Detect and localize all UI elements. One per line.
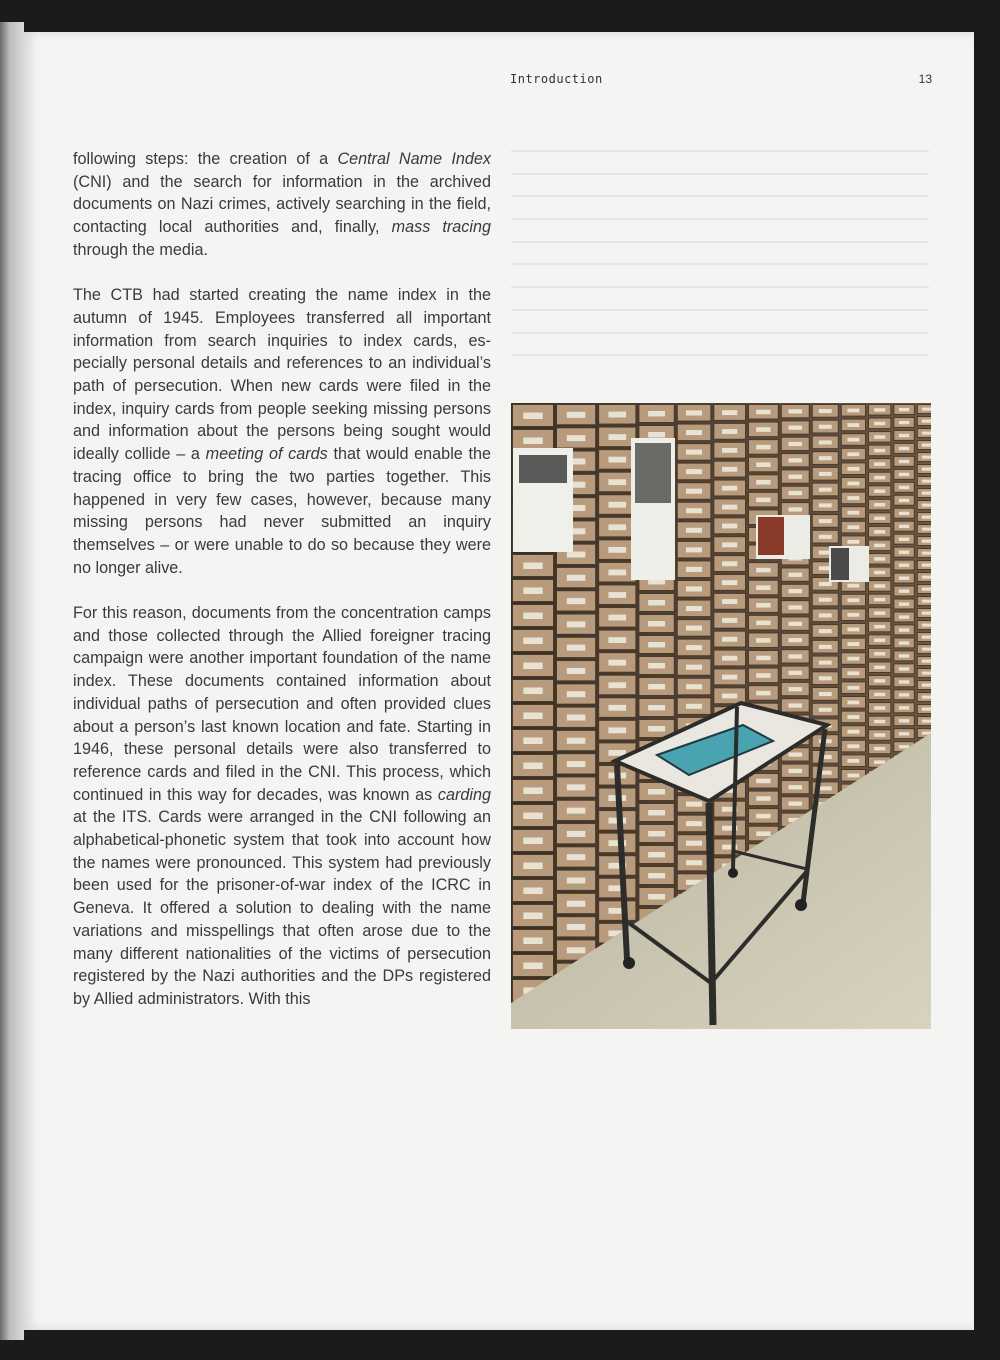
drawer-label	[788, 654, 802, 658]
drawer-label	[819, 425, 832, 429]
drawer-label	[567, 598, 586, 604]
drawer-label	[756, 638, 770, 643]
drawer-label	[686, 567, 702, 572]
drawer-label	[922, 528, 931, 531]
drawer-label	[788, 687, 802, 691]
drawer-label	[788, 605, 802, 609]
drawer-label	[567, 761, 586, 767]
drawer-label	[523, 588, 542, 595]
drawer-label	[608, 727, 626, 733]
drawer-label	[756, 673, 770, 678]
drawer-label	[523, 663, 542, 670]
drawer-label	[819, 456, 832, 460]
paragraph-2	[73, 284, 491, 579]
drawer-label	[788, 589, 802, 593]
drawer-label	[567, 621, 586, 627]
drawer-label	[788, 671, 802, 675]
drawer-label	[567, 552, 586, 558]
drawer-label	[756, 427, 770, 432]
drawer-label	[847, 628, 859, 632]
drawer-label	[874, 611, 885, 615]
drawer-label	[567, 435, 586, 441]
drawer-label	[648, 852, 665, 857]
drawer-label	[523, 963, 542, 970]
drawer-label	[922, 720, 931, 723]
drawer-label	[922, 480, 931, 483]
emphasis-text: meeting of cards	[205, 445, 328, 464]
drawer-label	[686, 450, 702, 455]
drawer-label	[847, 744, 859, 748]
archive-photograph	[511, 403, 931, 1029]
drawer-label	[722, 467, 737, 472]
drawer-label	[847, 613, 859, 617]
drawer-label	[686, 704, 702, 709]
drawer-label	[788, 752, 802, 756]
drawer-label	[686, 469, 702, 474]
drawer-label	[608, 615, 626, 621]
drawer-label	[847, 730, 859, 734]
drawer-label	[722, 542, 737, 547]
drawer-label	[523, 888, 542, 895]
body-text-run: For this reason, documents from the concentration camps and those collected through the Allied foreigner tracing campaign were another important foundation of the name index. These documents contained information about individual paths of persecution and often provided clues about a person’s last known location and fate. Starting in 1946, these personal details were also transferred to reference cards and filed in the CNI. This process, which continued in this way for decades, was known as	[73, 604, 491, 804]
drawer-label	[922, 588, 931, 591]
drawer-label	[567, 714, 586, 720]
drawer-label	[608, 457, 626, 463]
drawer-label	[788, 475, 802, 479]
drawer-label	[648, 432, 665, 437]
drawer-label	[648, 684, 665, 689]
drawer-label	[922, 696, 931, 699]
drawer-label	[788, 409, 802, 413]
info-panel-4-image	[831, 548, 849, 580]
drawer-label	[722, 618, 737, 623]
drawer-label	[922, 540, 931, 543]
drawer-label	[722, 429, 737, 434]
drawer-label	[899, 602, 909, 605]
drawer-label	[608, 682, 626, 688]
body-text-run: that would enable the tracing office to bring the two parties together. This happened in very few cases, however, because many missing persons had never submitted an inquiry themselves – or were unable to do so because they were no longer alive.	[73, 445, 492, 577]
drawer-label	[847, 467, 859, 471]
drawer-label	[922, 708, 931, 711]
book-page	[24, 32, 974, 1330]
emphasis-text: mass tracing	[391, 218, 491, 237]
drawer-label	[922, 624, 931, 627]
drawer-label	[788, 458, 802, 462]
drawer-label	[899, 641, 909, 644]
drawer-label	[874, 720, 885, 724]
drawer-label	[847, 540, 859, 544]
drawer-label	[899, 408, 909, 411]
drawer-label	[567, 877, 586, 883]
drawer-label	[847, 423, 859, 427]
drawer-label	[567, 831, 586, 837]
card-index-drawers-photo	[511, 403, 931, 1029]
drawer-label	[756, 831, 770, 836]
drawer-label	[922, 600, 931, 603]
drawer-label	[608, 479, 626, 485]
body-text-run: through the media.	[73, 240, 208, 259]
drawer-label	[567, 645, 586, 651]
drawer-label	[686, 586, 702, 591]
drawer-label	[756, 410, 770, 415]
drawer-label	[874, 449, 885, 453]
drawer-label	[922, 444, 931, 447]
drawer-label	[648, 831, 665, 836]
drawer-label	[899, 589, 909, 592]
drawer-label	[922, 516, 931, 519]
drawer-label	[756, 480, 770, 485]
drawer-label	[608, 502, 626, 508]
drawer-label	[847, 496, 859, 500]
drawer-label	[523, 938, 542, 945]
drawer-label	[899, 706, 909, 709]
drawer-label	[567, 668, 586, 674]
drawer-label	[847, 409, 859, 413]
emphasis-text: Central Name Index	[337, 150, 491, 168]
drawer-label	[819, 629, 832, 633]
drawer-label	[608, 412, 626, 418]
drawer-label	[874, 733, 885, 737]
drawer-label	[874, 571, 885, 575]
drawer-label	[819, 598, 832, 602]
info-panel-1-image	[519, 455, 567, 483]
drawer-label	[899, 628, 909, 631]
drawer-label	[523, 713, 542, 720]
drawer-label	[722, 505, 737, 510]
drawer-label	[608, 592, 626, 598]
drawer-label	[922, 492, 931, 495]
drawer-label	[899, 577, 909, 580]
drawer-label	[899, 719, 909, 722]
drawer-label	[608, 524, 626, 530]
drawer-label	[722, 694, 737, 699]
drawer-label	[922, 660, 931, 663]
drawer-label	[874, 530, 885, 534]
drawer-label	[523, 688, 542, 695]
drawer-label	[874, 679, 885, 683]
drawer-label	[523, 838, 542, 845]
drawer-label	[686, 860, 702, 865]
drawer-label	[722, 448, 737, 453]
drawer-label	[523, 763, 542, 770]
drawer-label	[756, 445, 770, 450]
drawer-label	[819, 582, 832, 586]
drawer-label	[722, 637, 737, 642]
drawer-label	[722, 486, 737, 491]
drawer-label	[722, 410, 737, 415]
drawer-label	[899, 732, 909, 735]
drawer-label	[922, 672, 931, 675]
drawer-label	[648, 810, 665, 815]
drawer-label	[722, 599, 737, 604]
drawer-label	[648, 726, 665, 731]
drawer-label	[567, 738, 586, 744]
drawer-label	[874, 489, 885, 493]
drawer-label	[922, 420, 931, 423]
drawer-label	[567, 575, 586, 581]
drawer-label	[899, 512, 909, 515]
drawer-label	[874, 517, 885, 521]
drawer-label	[847, 482, 859, 486]
drawer-label	[874, 638, 885, 642]
drawer-label	[788, 638, 802, 642]
drawer-label	[523, 788, 542, 795]
drawer-label	[874, 557, 885, 561]
drawer-label	[819, 503, 832, 507]
drawer-label	[847, 774, 859, 778]
drawer-label	[756, 462, 770, 467]
drawer-label	[922, 456, 931, 459]
drawer-label	[899, 745, 909, 748]
drawer-label	[874, 462, 885, 466]
drawer-label	[847, 511, 859, 515]
drawer-label	[788, 801, 802, 805]
drawer-label	[819, 708, 832, 712]
drawer-label	[899, 486, 909, 489]
drawer-label	[648, 621, 665, 626]
drawer-label	[788, 507, 802, 511]
drawer-label	[756, 621, 770, 626]
drawer-label	[648, 894, 665, 899]
drawer-label	[922, 564, 931, 567]
drawer-label	[899, 434, 909, 437]
drawer-label	[567, 412, 586, 418]
drawer-label	[788, 769, 802, 773]
drawer-label	[922, 636, 931, 639]
drawer-label	[874, 544, 885, 548]
body-text-run: (CNI) and the search for information in the archived documents on Nazi crimes, actively searching in the field, contacting local authorities and, finally,	[73, 172, 491, 237]
drawer-label	[899, 447, 909, 450]
drawer-label	[648, 642, 665, 647]
drawer-label	[608, 705, 626, 711]
drawer-label	[899, 551, 909, 554]
drawer-label	[608, 637, 626, 643]
drawer-label	[899, 460, 909, 463]
drawer-label	[756, 779, 770, 784]
drawer-label	[608, 569, 626, 575]
drawer-label	[874, 706, 885, 710]
drawer-label	[922, 504, 931, 507]
drawer-label	[819, 661, 832, 665]
drawer-label	[922, 684, 931, 687]
drawer-label	[756, 603, 770, 608]
body-text-run: at the ITS. Cards were arranged in the CNI following an alphabetical-phonetic system that took into account how the names were pronounced. This system had previously been used for the prisoner-of-war index of the ICRC in Geneva. It offered a solution to dealing with the name variations and misspellings that often arose due to the many different nationalities of the victims of persecution registered by the Nazi authorities and the DPs registered by Allied administrators. With this	[73, 808, 491, 1008]
drawer-label	[788, 491, 802, 495]
drawer-label	[899, 693, 909, 696]
drawer-label	[899, 564, 909, 567]
drawer-label	[523, 613, 542, 620]
drawer-label	[648, 873, 665, 878]
drawer-label	[788, 426, 802, 430]
drawer-label	[922, 576, 931, 579]
drawer-label	[847, 642, 859, 646]
drawer-label	[819, 676, 832, 680]
drawer-label	[523, 413, 542, 420]
drawer-label	[847, 657, 859, 661]
paragraph-3	[73, 602, 491, 1011]
drawer-label	[788, 442, 802, 446]
drawer-label	[847, 701, 859, 705]
drawer-label	[819, 409, 832, 413]
drawer-label	[523, 863, 542, 870]
drawer-label	[567, 901, 586, 907]
drawer-label	[523, 563, 542, 570]
drawer-label	[722, 675, 737, 680]
drawer-label	[874, 652, 885, 656]
left-page-edge	[0, 22, 24, 1340]
drawer-label	[922, 408, 931, 411]
page-number: 13	[918, 72, 932, 86]
drawer-label	[756, 691, 770, 696]
info-panel-3-image	[758, 517, 784, 555]
drawer-label	[899, 421, 909, 424]
paragraph-1	[73, 148, 491, 262]
drawer-label	[648, 663, 665, 668]
drawer-label	[819, 786, 832, 790]
drawer-label	[899, 525, 909, 528]
drawer-label	[847, 438, 859, 442]
drawer-label	[722, 580, 737, 585]
drawer-label	[686, 528, 702, 533]
drawer-label	[788, 622, 802, 626]
drawer-label	[874, 422, 885, 426]
drawer-label	[819, 519, 832, 523]
drawer-label	[686, 821, 702, 826]
body-text-column	[73, 148, 491, 1033]
drawer-label	[922, 432, 931, 435]
drawer-label	[788, 573, 802, 577]
drawer-label	[819, 692, 832, 696]
drawer-label	[922, 468, 931, 471]
drawer-label	[788, 785, 802, 789]
drawer-label	[922, 552, 931, 555]
drawer-label	[567, 784, 586, 790]
drawer-label	[648, 705, 665, 710]
drawer-label	[686, 489, 702, 494]
drawer-label	[874, 693, 885, 697]
drawer-label	[756, 656, 770, 661]
drawer-label	[899, 615, 909, 618]
body-text-run: following steps: the creation of a	[73, 150, 338, 168]
drawer-label	[756, 585, 770, 590]
running-head: Introduction	[510, 72, 603, 86]
drawer-label	[874, 476, 885, 480]
drawer-label	[567, 691, 586, 697]
drawer-label	[686, 430, 702, 435]
drawer-label	[874, 584, 885, 588]
drawer-label	[874, 598, 885, 602]
drawer-label	[819, 488, 832, 492]
drawer-label	[523, 438, 542, 445]
drawer-label	[788, 703, 802, 707]
drawer-label	[648, 411, 665, 416]
drawer-label	[686, 802, 702, 807]
drawer-label	[756, 568, 770, 573]
drawer-label	[847, 525, 859, 529]
drawer-label	[523, 813, 542, 820]
drawer-label	[686, 665, 702, 670]
drawer-label	[686, 508, 702, 513]
drawer-label	[922, 612, 931, 615]
drawer-label	[722, 561, 737, 566]
drawer-label	[819, 613, 832, 617]
drawer-label	[567, 808, 586, 814]
drawer-label	[899, 654, 909, 657]
drawer-label	[648, 600, 665, 605]
drawer-label	[899, 499, 909, 502]
drawer-label	[686, 645, 702, 650]
reverse-side-show-through	[511, 150, 929, 377]
drawer-label	[756, 814, 770, 819]
drawer-label	[819, 645, 832, 649]
drawer-label	[722, 656, 737, 661]
drawer-label	[899, 473, 909, 476]
drawer-label	[648, 789, 665, 794]
drawer-label	[874, 760, 885, 764]
drawer-label	[523, 638, 542, 645]
drawer-label	[874, 435, 885, 439]
info-panel-2-image	[635, 443, 671, 503]
drawer-label	[847, 598, 859, 602]
drawer-label	[847, 452, 859, 456]
drawer-label	[874, 747, 885, 751]
drawer-label	[608, 434, 626, 440]
drawer-label	[608, 660, 626, 666]
drawer-label	[523, 738, 542, 745]
emphasis-text: carding	[437, 785, 491, 804]
drawer-label	[722, 524, 737, 529]
body-text-run: The CTB had started creating the name index in the autumn of 1945. Employees transferred all important information from search inquiries to index cards, especially personal details and references to an individual’s path of persecution. When new cards were filed in the index, inquiry cards from people seeking missing persons and information about the persons being sought would ideally collide – a	[73, 286, 491, 464]
drawer-label	[819, 440, 832, 444]
drawer-label	[899, 667, 909, 670]
drawer-label	[756, 796, 770, 801]
drawer-label	[922, 648, 931, 651]
drawer-label	[686, 626, 702, 631]
drawer-label	[847, 584, 859, 588]
drawer-label	[847, 671, 859, 675]
drawer-label	[899, 680, 909, 683]
drawer-label	[874, 503, 885, 507]
drawer-label	[847, 686, 859, 690]
drawer-label	[686, 547, 702, 552]
drawer-label	[567, 924, 586, 930]
drawer-label	[756, 498, 770, 503]
drawer-label	[819, 472, 832, 476]
drawer-label	[874, 625, 885, 629]
drawer-label	[523, 913, 542, 920]
drawer-label	[819, 535, 832, 539]
drawer-label	[567, 854, 586, 860]
drawer-label	[686, 684, 702, 689]
drawer-label	[847, 715, 859, 719]
drawer-label	[686, 410, 702, 415]
drawer-label	[874, 666, 885, 670]
drawer-label	[567, 947, 586, 953]
drawer-label	[686, 841, 702, 846]
drawer-label	[899, 538, 909, 541]
drawer-label	[686, 606, 702, 611]
drawer-label	[608, 547, 626, 553]
drawer-label	[847, 759, 859, 763]
drawer-label	[874, 408, 885, 412]
